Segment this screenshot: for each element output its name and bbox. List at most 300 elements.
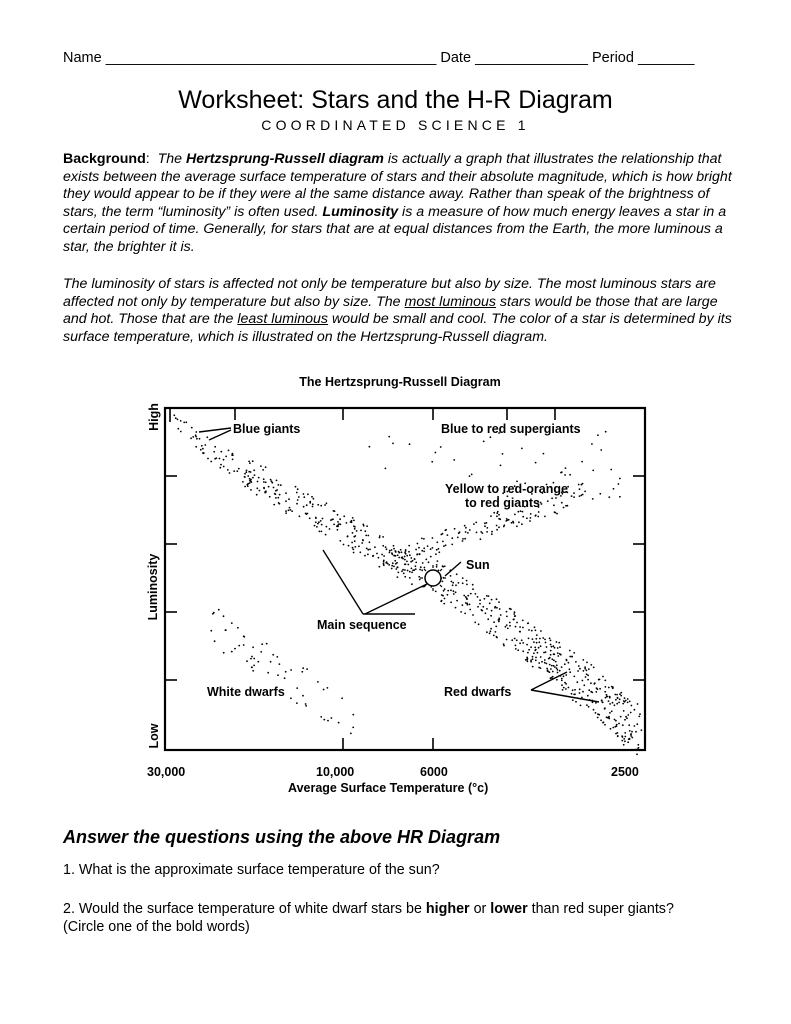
giant-star xyxy=(497,511,499,513)
red-dwarf-star xyxy=(584,666,586,668)
main-sequence-star xyxy=(353,536,355,538)
giant-star xyxy=(412,560,414,562)
main-sequence-star xyxy=(528,638,530,640)
giant-star xyxy=(619,496,621,498)
main-sequence-star xyxy=(389,550,391,552)
red-dwarf-star xyxy=(575,661,577,663)
red-dwarf-star xyxy=(629,701,631,703)
main-sequence-star xyxy=(265,466,267,468)
red-dwarf-star xyxy=(588,668,590,670)
main-sequence-star xyxy=(382,536,384,538)
lower-option[interactable]: lower xyxy=(490,901,528,917)
red-dwarf-star xyxy=(583,670,585,672)
red-dwarf-star xyxy=(561,666,563,668)
main-sequence-star xyxy=(514,611,516,613)
main-sequence-star xyxy=(451,581,453,583)
red-dwarf-star xyxy=(586,662,588,664)
main-sequence-star xyxy=(535,657,537,659)
main-sequence-star xyxy=(311,496,313,498)
blue-giant-star xyxy=(196,438,198,440)
main-sequence-star xyxy=(303,493,305,495)
red-dwarf-star xyxy=(622,703,624,705)
giant-star xyxy=(421,538,423,540)
main-sequence-star xyxy=(517,649,519,651)
main-sequence-star xyxy=(258,477,260,479)
main-sequence-star xyxy=(519,631,521,633)
main-sequence-star xyxy=(270,479,272,481)
giant-star xyxy=(511,522,513,524)
red-dwarf-star xyxy=(629,738,631,740)
giant-star xyxy=(465,531,467,533)
main-sequence-star xyxy=(337,524,339,526)
white-dwarf-star xyxy=(253,658,255,660)
red-dwarf-star xyxy=(627,698,629,700)
main-sequence-star xyxy=(415,565,417,567)
main-sequence-star xyxy=(458,582,460,584)
main-sequence-star xyxy=(309,502,311,504)
white-dwarf-star xyxy=(223,652,225,654)
main-sequence-star xyxy=(486,595,488,597)
main-sequence-star xyxy=(404,569,406,571)
blue-giant-star xyxy=(204,444,206,446)
red-dwarf-star xyxy=(597,688,599,690)
supergiant-star xyxy=(453,459,455,461)
giant-star xyxy=(398,552,400,554)
main-sequence-star xyxy=(479,603,481,605)
main-sequence-star xyxy=(395,568,397,570)
blue-giant-star xyxy=(244,486,246,488)
giant-star xyxy=(563,507,565,509)
main-sequence-star xyxy=(528,629,530,631)
main-sequence-star xyxy=(535,629,537,631)
white-dwarf-star xyxy=(352,714,354,716)
main-sequence-star xyxy=(256,494,258,496)
red-dwarf-star xyxy=(553,645,555,647)
main-sequence-star xyxy=(546,646,548,648)
main-sequence-star xyxy=(441,594,443,596)
red-dwarf-star xyxy=(579,688,581,690)
red-dwarf-star xyxy=(616,694,618,696)
main-sequence-star xyxy=(550,640,552,642)
main-sequence-star xyxy=(472,588,474,590)
red-dwarf-star xyxy=(593,683,595,685)
red-dwarf-star xyxy=(631,731,633,733)
white-dwarf-star xyxy=(266,643,268,645)
main-sequence-star xyxy=(491,599,493,601)
main-sequence-star xyxy=(343,515,345,517)
red-dwarf-star xyxy=(608,700,610,702)
blue-giant-star xyxy=(201,445,203,447)
main-sequence-star xyxy=(422,562,424,564)
main-sequence-star xyxy=(352,532,354,534)
red-dwarf-star xyxy=(641,729,643,731)
main-sequence-star xyxy=(319,531,321,533)
red-dwarf-star xyxy=(614,704,616,706)
giant-star xyxy=(421,550,423,552)
giant-star xyxy=(507,519,509,521)
main-sequence-star xyxy=(339,518,341,520)
red-dwarf-star xyxy=(576,681,578,683)
main-sequence-star xyxy=(522,627,524,629)
main-sequence-star xyxy=(444,598,446,600)
giant-star xyxy=(592,498,594,500)
main-sequence-star xyxy=(409,577,411,579)
supergiant-star xyxy=(502,453,504,455)
main-sequence-star xyxy=(536,642,538,644)
main-sequence-star xyxy=(540,667,542,669)
period-blank[interactable]: _______ xyxy=(637,50,695,66)
blue-giant-star xyxy=(244,473,246,475)
giant-star xyxy=(432,537,434,539)
main-sequence-star xyxy=(362,524,364,526)
giant-star xyxy=(397,554,399,556)
name-label: Name xyxy=(63,50,102,66)
white-dwarf-star xyxy=(231,622,233,624)
main-sequence-star xyxy=(463,595,465,597)
giant-star xyxy=(407,564,409,566)
main-sequence-star xyxy=(352,517,354,519)
giant-star xyxy=(404,563,406,565)
main-sequence-star xyxy=(343,544,345,546)
red-dwarf-star xyxy=(604,680,606,682)
red-dwarf-star xyxy=(565,683,567,685)
name-blank[interactable]: _________________________________________ xyxy=(105,50,437,66)
supergiant-star xyxy=(483,441,485,443)
white-dwarf-star xyxy=(272,654,274,656)
supergiant-star xyxy=(543,453,545,455)
red-dwarf-star xyxy=(609,697,611,699)
red-dwarf-star xyxy=(561,678,563,680)
main-sequence-star xyxy=(389,552,391,554)
main-sequence-star xyxy=(263,488,265,490)
main-sequence-star xyxy=(456,573,458,575)
main-sequence-star xyxy=(330,519,332,521)
main-sequence-star xyxy=(462,577,464,579)
page-title: Worksheet: Stars and the H-R Diagram xyxy=(178,86,613,114)
main-sequence-star xyxy=(538,662,540,664)
giant-star xyxy=(445,544,447,546)
main-sequence-star xyxy=(540,630,542,632)
white-dwarf-star xyxy=(237,627,239,629)
main-sequence-star xyxy=(531,630,533,632)
main-sequence-star xyxy=(269,496,271,498)
giant-star xyxy=(402,558,404,560)
main-sequence-star xyxy=(436,566,438,568)
p2-text-a: The luminosity of stars is affected not only be temperature but also by size. The most luminous stars are affected not only by temperature but also by size. The xyxy=(63,276,716,310)
giant-star xyxy=(521,523,523,525)
red-dwarf-star xyxy=(551,665,553,667)
main-sequence-star xyxy=(247,475,249,477)
main-sequence-star xyxy=(498,619,500,621)
main-sequence-star xyxy=(519,626,521,628)
background-colon: : xyxy=(145,151,150,167)
red-dwarf-star xyxy=(600,719,602,721)
main-sequence-star xyxy=(541,661,543,663)
red-dwarf-star xyxy=(593,667,595,669)
q2-text-a: 2. Would the surface temperature of white dwarf stars be xyxy=(63,901,422,917)
blue-giant-star xyxy=(225,456,227,458)
main-sequence-star xyxy=(315,517,317,519)
main-sequence-star xyxy=(428,561,430,563)
red-dwarf-star xyxy=(623,738,625,740)
main-sequence-star xyxy=(352,547,354,549)
giant-star xyxy=(443,545,445,547)
blue-giant-star xyxy=(195,434,197,436)
least-luminous-underlined: least luminous xyxy=(237,311,329,328)
red-dwarf-star xyxy=(574,689,576,691)
red-dwarf-star xyxy=(638,747,640,749)
main-sequence-star xyxy=(383,564,385,566)
blue-giant-star xyxy=(195,431,197,433)
main-sequence-star xyxy=(332,518,334,520)
giant-star xyxy=(514,514,516,516)
main-sequence-star xyxy=(354,526,356,528)
white-dwarf-star xyxy=(223,615,225,617)
main-sequence-star xyxy=(321,524,323,526)
main-sequence-star xyxy=(351,521,353,523)
giant-star xyxy=(391,549,393,551)
main-sequence-star xyxy=(414,558,416,560)
main-sequence-star xyxy=(490,628,492,630)
white-dwarf-star xyxy=(243,644,245,646)
white-dwarf-star xyxy=(243,636,245,638)
hr-diagram xyxy=(115,372,675,802)
blue-giant-star xyxy=(177,419,179,421)
blue-giant-star xyxy=(236,470,238,472)
main-sequence-star xyxy=(484,598,486,600)
giant-star xyxy=(592,470,594,472)
giant-star xyxy=(418,547,420,549)
hr-diagram-plot xyxy=(115,372,675,802)
supergiant-star xyxy=(591,443,593,445)
main-sequence-star xyxy=(522,620,524,622)
supergiant-star xyxy=(471,474,473,476)
blue-giant-star xyxy=(175,417,177,419)
blue-giant-star xyxy=(223,466,225,468)
blue-giant-star xyxy=(180,420,182,422)
main-sequence-star xyxy=(443,590,445,592)
red-dwarf-star xyxy=(573,694,575,696)
main-sequence-star xyxy=(252,460,254,462)
main-sequence-star xyxy=(316,526,318,528)
main-sequence-star xyxy=(257,481,259,483)
main-sequence-star xyxy=(521,639,523,641)
main-sequence-star xyxy=(526,659,528,661)
giant-star xyxy=(530,517,532,519)
supergiant-star xyxy=(565,467,567,469)
red-dwarf-star xyxy=(578,665,580,667)
main-sequence-star xyxy=(474,622,476,624)
red-dwarf-star xyxy=(617,735,619,737)
main-sequence-star xyxy=(419,579,421,581)
red-dwarf-star xyxy=(579,668,581,670)
background-paragraph-2 xyxy=(63,276,735,346)
red-dwarf-star xyxy=(587,679,589,681)
blue-giant-star xyxy=(199,438,201,440)
main-sequence-star xyxy=(498,601,500,603)
white-dwarf-star xyxy=(276,656,278,658)
label-pointers xyxy=(199,428,599,702)
main-sequence-star xyxy=(424,567,426,569)
main-sequence-star xyxy=(410,561,412,563)
main-sequence-star xyxy=(450,601,452,603)
supergiant-star xyxy=(431,461,433,463)
white-dwarf-star xyxy=(284,677,286,679)
main-sequence-star xyxy=(481,610,483,612)
main-sequence-star xyxy=(366,525,368,527)
giant-star xyxy=(553,504,555,506)
red-dwarf-star xyxy=(623,744,625,746)
red-dwarf-star xyxy=(553,659,555,661)
red-dwarf-star xyxy=(543,652,545,654)
red-dwarf-star xyxy=(550,668,552,670)
main-sequence-star xyxy=(440,600,442,602)
giant-star xyxy=(442,541,444,543)
giant-star xyxy=(579,495,581,497)
supergiant-star xyxy=(597,434,599,436)
higher-option[interactable]: higher xyxy=(425,901,470,917)
main-sequence-star xyxy=(419,553,421,555)
red-dwarf-star xyxy=(573,652,575,654)
main-sequence-star xyxy=(273,504,275,506)
main-sequence-star xyxy=(506,639,508,641)
giant-star xyxy=(491,531,493,533)
red-dwarf-star xyxy=(616,703,618,705)
giant-star xyxy=(526,517,528,519)
main-sequence-star xyxy=(362,539,364,541)
main-sequence-star xyxy=(264,491,266,493)
giant-star xyxy=(486,522,488,524)
date-blank[interactable]: ______________ xyxy=(475,50,588,66)
main-sequence-star xyxy=(455,584,457,586)
main-sequence-star xyxy=(442,581,444,583)
main-sequence-star xyxy=(244,476,246,478)
main-sequence-star xyxy=(496,607,498,609)
main-sequence-star xyxy=(535,638,537,640)
main-sequence-star xyxy=(423,551,425,553)
main-sequence-star xyxy=(407,570,409,572)
giant-star xyxy=(538,511,540,513)
main-sequence-star xyxy=(538,647,540,649)
red-dwarf-star xyxy=(608,717,610,719)
blue-giant-star xyxy=(214,458,216,460)
giant-star xyxy=(395,563,397,565)
main-sequence-star xyxy=(477,596,479,598)
main-sequence-star xyxy=(275,497,277,499)
giant-star xyxy=(415,549,417,551)
giant-star xyxy=(427,545,429,547)
white-dwarf-star xyxy=(341,697,343,699)
main-sequence-star xyxy=(279,494,281,496)
red-dwarf-star xyxy=(588,689,590,691)
main-sequence-star xyxy=(482,606,484,608)
giant-star xyxy=(544,516,546,518)
main-sequence-star xyxy=(536,634,538,636)
y-high-label: High xyxy=(147,403,161,431)
main-sequence-star xyxy=(364,530,366,532)
main-sequence-star xyxy=(307,513,309,515)
main-sequence-star xyxy=(249,462,251,464)
page-subtitle: COORDINATED SCIENCE 1 xyxy=(261,117,530,133)
main-sequence-star xyxy=(489,632,491,634)
red-dwarf-star xyxy=(634,725,636,727)
red-dwarf-star xyxy=(587,674,589,676)
red-dwarf-star xyxy=(634,709,636,711)
x-tick-2500: 2500 xyxy=(611,765,639,779)
x-tick-6000: 6000 xyxy=(420,765,448,779)
main-sequence-star xyxy=(542,637,544,639)
main-sequence-star xyxy=(299,515,301,517)
main-sequence-star xyxy=(495,626,497,628)
main-sequence-star xyxy=(386,548,388,550)
main-sequence-star xyxy=(539,638,541,640)
red-dwarf-star xyxy=(597,713,599,715)
main-sequence-star xyxy=(462,582,464,584)
giant-star xyxy=(517,511,519,513)
main-sequence-star xyxy=(460,611,462,613)
supergiant-star xyxy=(409,443,411,445)
main-sequence-star xyxy=(354,528,356,530)
main-sequence-star xyxy=(320,520,322,522)
supergiants-label: Blue to red supergiants xyxy=(441,422,581,436)
red-dwarf-star xyxy=(591,692,593,694)
main-sequence-star xyxy=(509,625,511,627)
white-dwarf-star xyxy=(323,689,325,691)
main-sequence-star xyxy=(430,556,432,558)
red-dwarf-star xyxy=(571,693,573,695)
main-sequence-star xyxy=(530,659,532,661)
giant-star xyxy=(417,553,419,555)
main-sequence-star xyxy=(303,496,305,498)
red-dwarf-star xyxy=(619,693,621,695)
blue-giant-star xyxy=(252,477,254,479)
red-dwarf-star xyxy=(601,699,603,701)
supergiant-star xyxy=(600,449,602,451)
main-sequence-star xyxy=(289,507,291,509)
red-dwarf-star xyxy=(617,732,619,734)
main-sequence-star xyxy=(298,496,300,498)
main-sequence-star xyxy=(289,509,291,511)
main-sequence-star xyxy=(413,569,415,571)
main-sequence-star xyxy=(415,562,417,564)
main-sequence-star xyxy=(552,671,554,673)
giant-star xyxy=(480,538,482,540)
main-sequence-star xyxy=(268,486,270,488)
red-dwarf-star xyxy=(593,709,595,711)
main-sequence-star xyxy=(515,645,517,647)
blue-giant-star xyxy=(220,451,222,453)
giant-star xyxy=(496,525,498,527)
main-sequence-star xyxy=(322,518,324,520)
main-sequence-star xyxy=(369,541,371,543)
main-sequence-star xyxy=(472,584,474,586)
main-sequence-star xyxy=(403,573,405,575)
blue-giant-star xyxy=(219,458,221,460)
main-sequence-star xyxy=(253,469,255,471)
red-dwarf-star xyxy=(627,714,629,716)
red-dwarf-star xyxy=(563,687,565,689)
red-dwarf-star xyxy=(563,675,565,677)
main-sequence-star xyxy=(435,591,437,593)
red-dwarf-star xyxy=(605,697,607,699)
giant-star xyxy=(447,534,449,536)
main-sequence-star xyxy=(365,535,367,537)
main-sequence-star xyxy=(369,549,371,551)
white-dwarf-star xyxy=(234,648,236,650)
main-sequence-star xyxy=(273,487,275,489)
red-dwarf-star xyxy=(624,740,626,742)
main-sequence-star xyxy=(505,626,507,628)
